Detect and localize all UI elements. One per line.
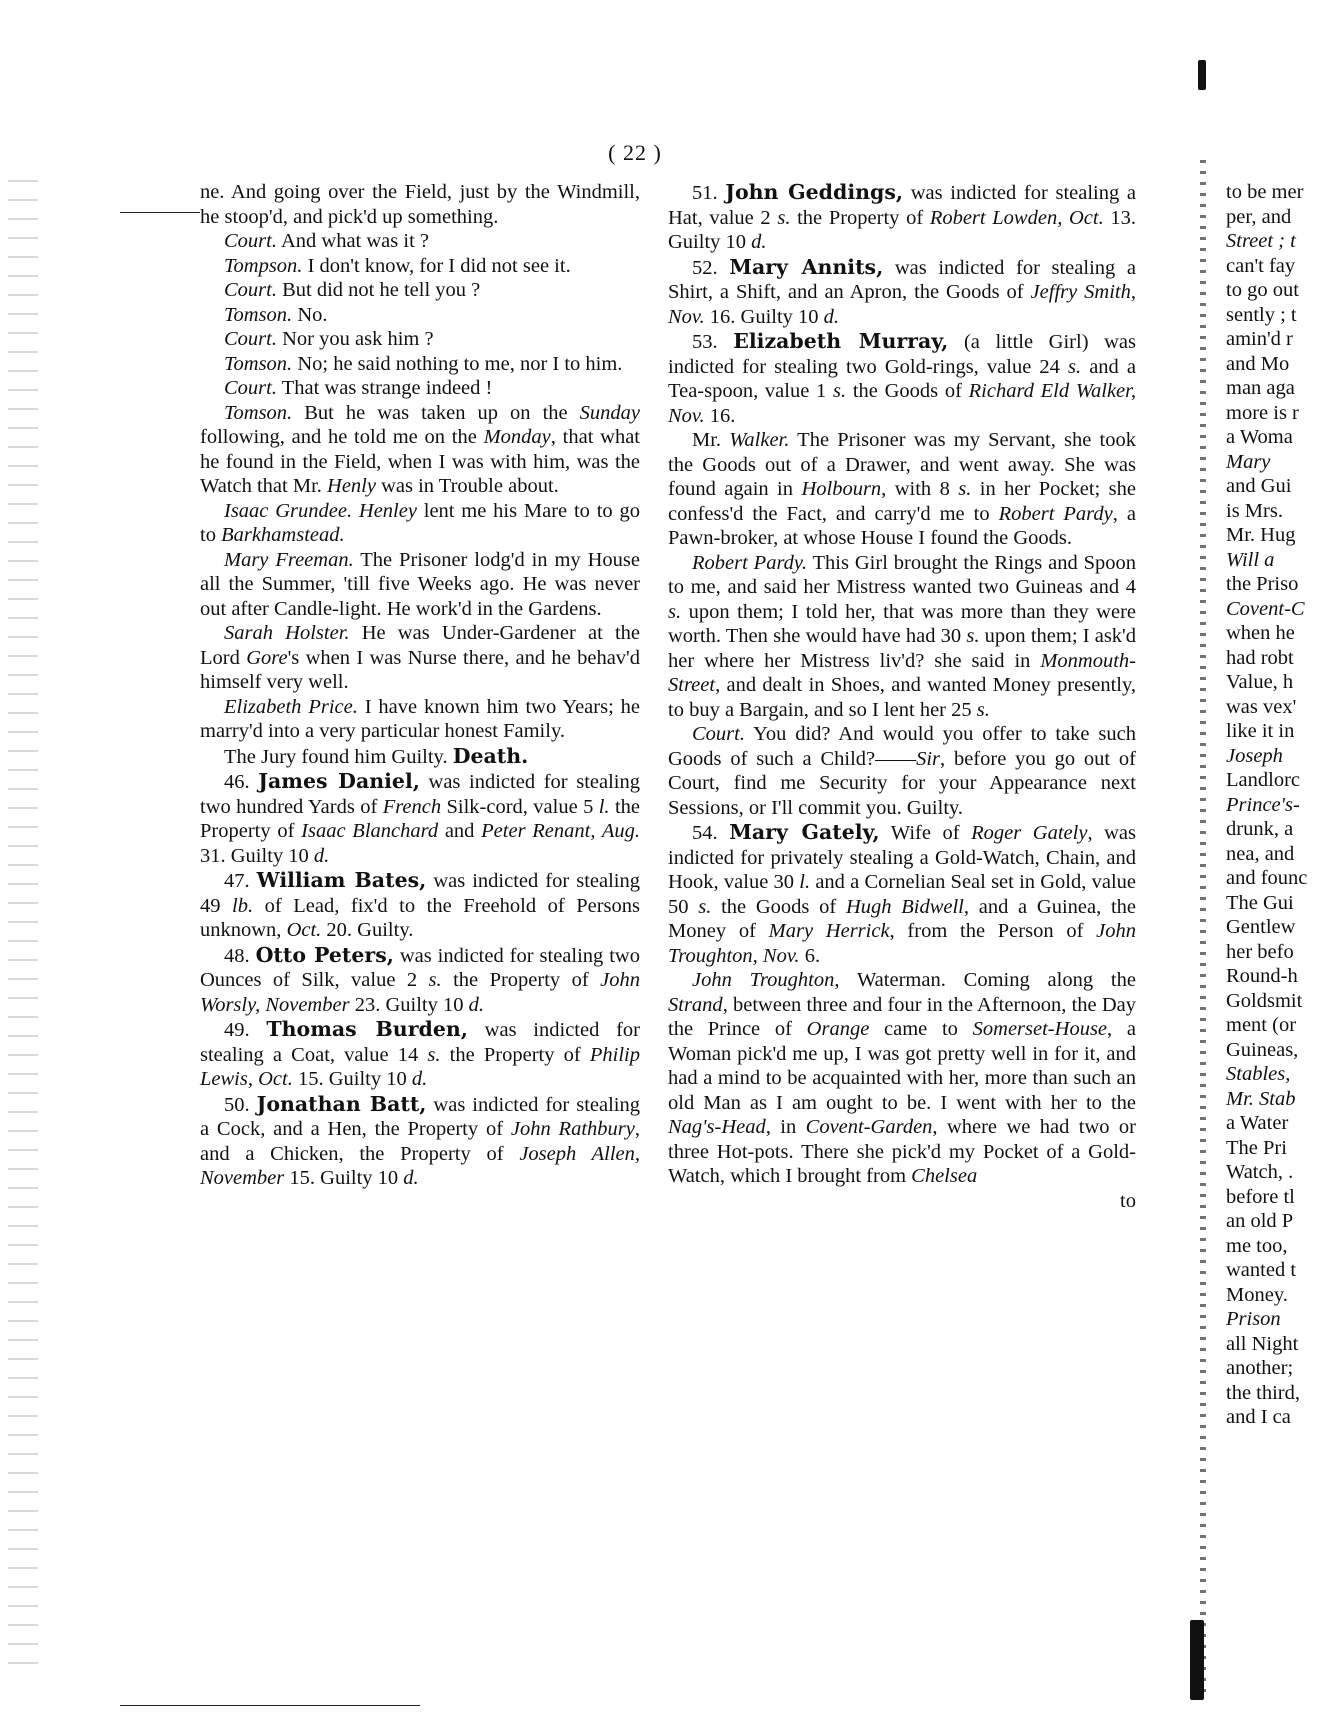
page-number: ( 22 ) xyxy=(608,140,662,165)
left-column-paragraph: 47. William Bates, was indicted for stealing 49 lb. of Lead, fix'd to the Freehold of Persons unknown, Oct. 20. Guilty. xyxy=(200,868,641,941)
right-column-line: her befo xyxy=(1226,940,1294,963)
right-column-line: man aga xyxy=(1226,377,1295,399)
right-column-line: to be mer xyxy=(1226,181,1304,203)
right-column-line: Street ; t xyxy=(1226,230,1296,252)
middle-text-column xyxy=(668,180,1136,1213)
right-column-line: can't fay xyxy=(1226,254,1296,277)
right-column-line: Goldsmit xyxy=(1226,989,1303,1012)
middle-column-paragraph: Court. You did? And would you offer to take such Goods of such a Child?——Sir, before you go out of Court, find me Security for your Appearance next Sessions, or I'll commit you. Guilty. xyxy=(668,723,1136,819)
left-column-paragraph: 48. Otto Peters, was indicted for stealing two Ounces of Silk, value 2 s. the Property of John Worsly, November 23. Guilty 10 d. xyxy=(200,942,640,1016)
right-column-line: another; xyxy=(1226,1357,1294,1379)
right-column-line: before tl xyxy=(1226,1185,1295,1208)
left-column-paragraph: Court. That was strange indeed ! xyxy=(224,377,493,399)
right-column-line: more is r xyxy=(1226,401,1299,424)
right-column-line: Gentlew xyxy=(1226,916,1296,938)
left-column-paragraph: Elizabeth Price. I have known him two Years; he marry'd into a very particular honest Family. xyxy=(200,695,640,742)
right-column-line: sently ; t xyxy=(1226,303,1297,326)
right-column-line: Guineas, xyxy=(1226,1038,1299,1061)
right-column-line: all Night xyxy=(1226,1332,1299,1355)
right-column-line: and Gui xyxy=(1226,475,1292,497)
right-column-line: drunk, a xyxy=(1226,818,1294,840)
left-text-column xyxy=(200,180,640,1191)
right-column-line: like it in xyxy=(1226,720,1295,742)
left-column-paragraph: 49. Thomas Burden, was indicted for stealing a Coat, value 14 s. the Property of Philip Lewis, Oct. 15. Guilty 10 d. xyxy=(200,1017,640,1090)
left-column-paragraph: Tompson. I don't know, for I did not see it. xyxy=(224,254,571,277)
right-column-line: Round-h xyxy=(1226,965,1298,987)
ink-blot xyxy=(1198,60,1206,90)
left-column-paragraph: The Jury found him Guilty. Death. xyxy=(224,743,529,768)
left-column-paragraph: Court. Nor you ask him ? xyxy=(224,328,434,350)
left-column-paragraph: 46. James Daniel, was indicted for stealing two hundred Yards of French Silk-cord, value 5 l. the Property of Isaac Blanchard and Peter Renant, Aug. 31. Guilty 10 d. xyxy=(200,769,640,867)
right-column-line: and founc xyxy=(1226,867,1308,889)
middle-column-paragraph: 53. Elizabeth Murray, (a little Girl) was indicted for stealing two Gold-rings, value 24 s. and a Tea-spoon, value 1 s. the Goods of Richard Eld Walker, Nov. 16. xyxy=(668,329,1137,427)
right-column-line: amin'd r xyxy=(1226,328,1293,350)
right-column-line: Watch, . xyxy=(1226,1161,1294,1183)
right-column-line: Mr. Stab xyxy=(1226,1087,1296,1110)
right-column-line: per, and xyxy=(1226,205,1292,228)
right-column-line: me too, xyxy=(1226,1234,1288,1257)
right-column-line: is Mrs. xyxy=(1226,499,1283,522)
gutter-shadow xyxy=(1200,160,1206,1700)
right-column-line: Mr. Hug xyxy=(1226,524,1296,546)
right-column-line: the third, xyxy=(1226,1381,1301,1404)
right-column-line: Covent-C xyxy=(1226,597,1305,620)
left-margin-specks xyxy=(8,180,38,1680)
ink-blot xyxy=(1190,1620,1204,1700)
right-column-line: Prince's- xyxy=(1226,793,1300,816)
right-column-line: when he xyxy=(1226,622,1295,644)
left-column-paragraph: Tomson. No. xyxy=(224,303,328,326)
right-column-line: an old P xyxy=(1226,1210,1294,1232)
left-column-paragraph: Court. But did not he tell you ? xyxy=(224,279,481,301)
margin-stroke xyxy=(120,212,200,213)
right-column-line: and I ca xyxy=(1226,1406,1291,1428)
right-column-line: wanted t xyxy=(1226,1259,1297,1281)
middle-column-paragraph: Robert Pardy. This Girl brought the Rings and Spoon to me, and said her Mistress wanted two Guineas and 4 s. upon them; I told her, that was more than they were worth. Then she would have had 30 s. upon them; I ask'd her where her Mistress liv'd? she said in Monmouth-Street, and dealt in Shoes, and wanted Money presently, to buy a Bargain, and so I lent her 25 s. xyxy=(668,551,1136,721)
right-column-line: Prison xyxy=(1226,1308,1281,1330)
right-column-line: Mary xyxy=(1226,450,1271,473)
right-column-line: Will a xyxy=(1226,548,1275,571)
middle-column-paragraph: John Troughton, Waterman. Coming along the Strand, between three and four in the Afternoon, the Day the Prince of Orange came to Somerset-House, a Woman pick'd me up, I was got pretty well in for it, and had a mind to be acquainted with her, more than such an old Man as I am ought to be. I went with her to the Nag's-Head, in Covent-Garden, where we had two or three Hot-pots. There she pick'd my Pocket of a Gold-Watch, which I brought from Chelsea xyxy=(668,969,1136,1187)
right-cropped-column xyxy=(1226,180,1326,1430)
right-column-line: Money. xyxy=(1226,1283,1288,1306)
left-column-paragraph: Court. And what was it ? xyxy=(224,230,430,252)
bottom-stroke xyxy=(120,1705,420,1706)
middle-column-paragraph: 52. Mary Annits, was indicted for stealing a Shirt, a Shift, and an Apron, the Goods of Jeffry Smith, Nov. 16. Guilty 10 d. xyxy=(668,254,1136,328)
right-column-line: ment (or xyxy=(1226,1014,1297,1036)
right-column-line: a Water xyxy=(1226,1112,1289,1134)
left-column-paragraph: Mary Freeman. The Prisoner lodg'd in my House all the Summer, 'till five Weeks ago. He was never out after Candle-light. He work'd in the Gardens. xyxy=(200,548,640,620)
right-column-line: had robt xyxy=(1226,646,1294,669)
left-column-paragraph: Tomson. No; he said nothing to me, nor I to him. xyxy=(224,352,623,375)
middle-column-paragraph: 51. John Geddings, was indicted for stealing a Hat, value 2 s. the Property of Robert Lowden, Oct. 13. Guilty 10 d. xyxy=(668,180,1137,253)
right-column-line: Landlorc xyxy=(1226,769,1300,791)
left-column-paragraph: Tomson. But he was taken up on the Sunday following, and he told me on the Monday, that what he found in the Field, when I was with him, was the Watch that Mr. Henly was in Trouble about. xyxy=(200,401,640,497)
left-column-paragraph: 50. Jonathan Batt, was indicted for stealing a Cock, and a Hen, the Property of John Rathbury, and a Chicken, the Property of Joseph Allen, November 15. Guilty 10 d. xyxy=(200,1091,640,1189)
middle-column-paragraph: Mr. Walker. The Prisoner was my Servant, she took the Goods out of a Drawer, and went away. She was found again in Holbourn, with 8 s. in her Pocket; she confess'd the Fact, and carry'd me to Robert Pardy, a Pawn-broker, at whose House I found the Goods. xyxy=(668,429,1136,549)
right-column-line: and Mo xyxy=(1226,352,1290,375)
right-column-line: The Gui xyxy=(1226,891,1294,914)
right-column-line: a Woma xyxy=(1226,426,1293,448)
right-column-line: Stables, xyxy=(1226,1063,1291,1085)
right-column-line: was vex' xyxy=(1226,695,1297,718)
catchword: to xyxy=(1120,1189,1136,1212)
left-column-paragraph: ne. And going over the Field, just by the Windmill, he stoop'd, and pick'd up something. xyxy=(200,181,640,228)
right-column-line: The Pri xyxy=(1226,1136,1287,1159)
right-column-line: Value, h xyxy=(1226,671,1294,693)
right-column-line: to go out xyxy=(1226,279,1299,301)
right-column-line: nea, and xyxy=(1226,842,1295,865)
right-column-line: Joseph xyxy=(1226,744,1283,767)
middle-column-paragraph: 54. Mary Gately, Wife of Roger Gately, was indicted for privately stealing a Gold-Watch, Chain, and Hook, value 30 l. and a Cornelian Seal set in Gold, value 50 s. the Goods of Hugh Bidwell, and a Guinea, the Money of Mary Herrick, from the Person of John Troughton, Nov. 6. xyxy=(668,820,1137,967)
left-column-paragraph: Isaac Grundee. Henley lent me his Mare to to go to Barkhamstead. xyxy=(200,499,640,546)
right-column-line: the Priso xyxy=(1226,573,1299,595)
left-column-paragraph: Sarah Holster. He was Under-Gardener at the Lord Gore's when I was Nurse there, and he behav'd himself very well. xyxy=(200,622,640,693)
